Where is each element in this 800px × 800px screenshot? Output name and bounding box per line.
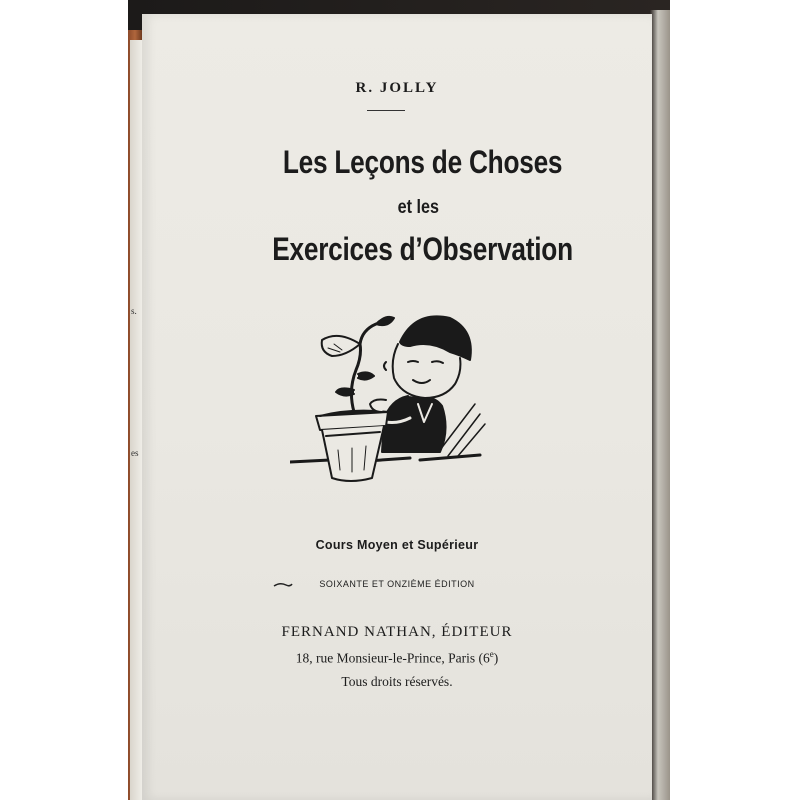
rights-notice: Tous droits réservés. [341,674,453,689]
address-main: 18, rue Monsieur-le-Prince, Paris (6 [295,650,490,666]
course-level: Cours Moyen et Supérieur [315,538,479,552]
left-page-edge [130,40,142,800]
title-line-2: et les [397,197,439,218]
publisher-name: FERNAND NATHAN, ÉDITEUR [281,624,513,640]
left-page-fragment: es [131,448,139,458]
page-right-edge [650,10,670,800]
edition-statement: SOIXANTE ET ONZIÈME ÉDITION [319,579,475,589]
title-line-1: Les Leçons de Choses [282,144,563,180]
child-plant-illustration [290,300,490,500]
publisher-address [142,649,652,667]
author-divider [367,110,405,111]
address-superscript: e [489,649,494,659]
title-line-3: Exercices d’Observation [272,231,573,267]
left-page-fragment: s. [131,306,137,316]
author-name: R. JOLLY [355,80,439,96]
address-end: ) [493,650,499,666]
